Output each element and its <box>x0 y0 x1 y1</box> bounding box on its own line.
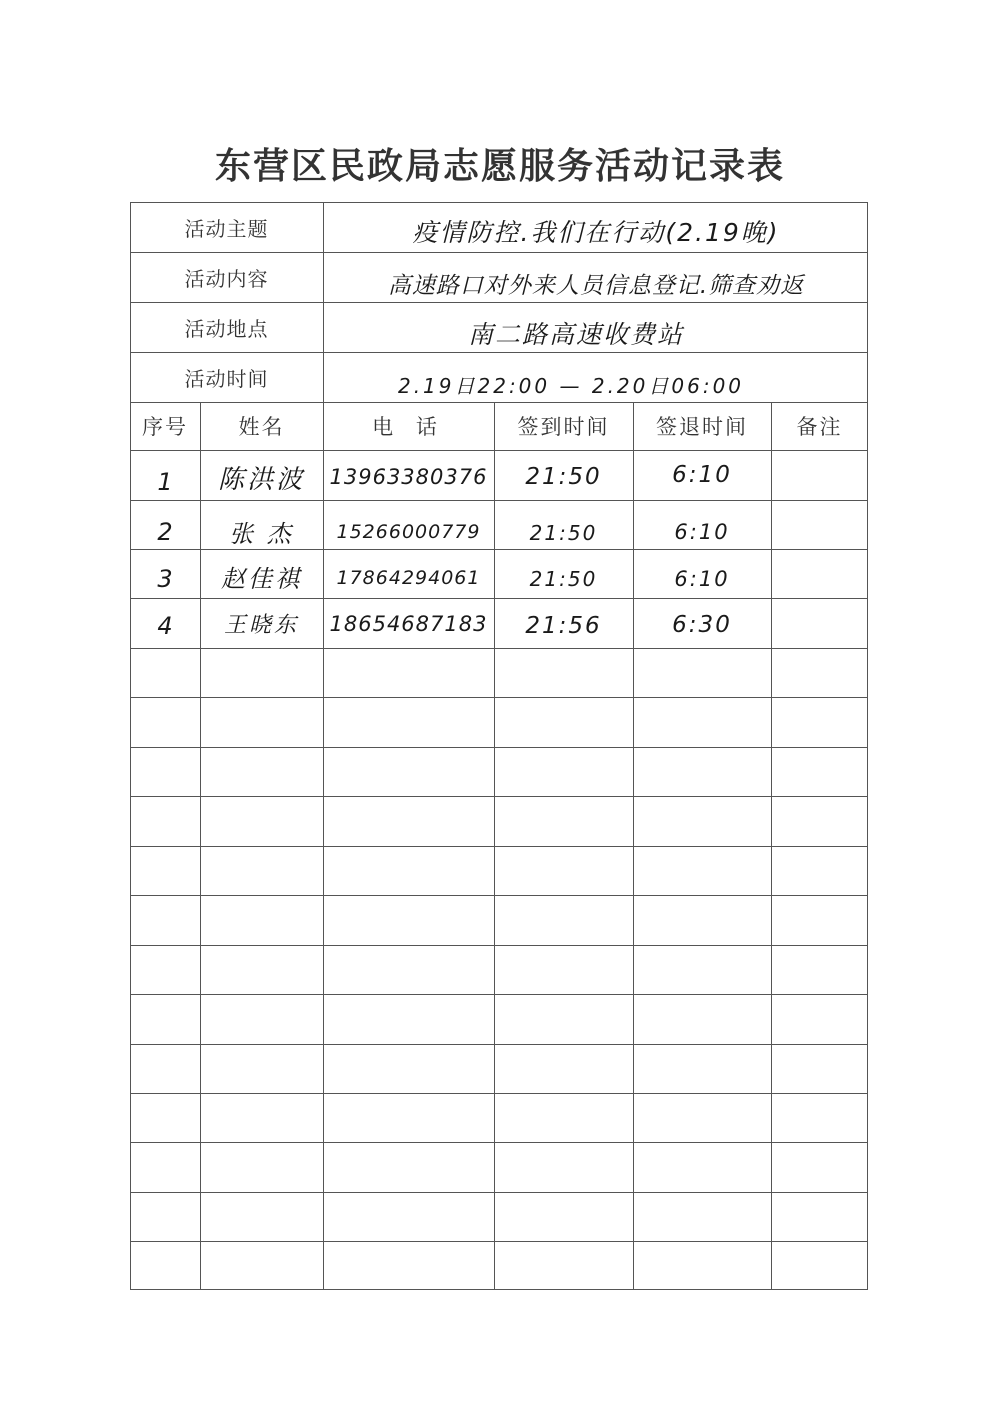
note <box>771 450 868 500</box>
row-divider <box>130 895 868 896</box>
row-divider <box>130 796 868 797</box>
row-divider <box>130 945 868 946</box>
row-divider <box>130 648 868 649</box>
checkin-time: 21:50 <box>529 566 598 591</box>
header-checkout: 签退时间 <box>656 415 748 439</box>
row-number: 4 <box>157 612 173 640</box>
header-no: 序号 <box>142 415 188 439</box>
checkout-time: 6:10 <box>674 566 730 591</box>
row-divider <box>130 1241 868 1242</box>
phone-number: 15266000779 <box>336 520 481 543</box>
checkin-time: 21:56 <box>525 613 602 639</box>
row-number: 3 <box>157 564 173 593</box>
row-number: 1 <box>157 468 173 496</box>
header-phone: 电 话 <box>372 415 445 439</box>
row-number: 2 <box>157 517 173 546</box>
header-name: 姓名 <box>238 415 285 439</box>
row-divider <box>130 1142 868 1143</box>
checkout-time: 6:10 <box>674 519 730 544</box>
note <box>771 598 868 648</box>
content-label: 活动内容 <box>184 266 269 291</box>
theme-value: 疫情防控.我们在行动(2.19晚) <box>412 218 780 247</box>
volunteer-signature: 赵佳祺 <box>221 565 302 593</box>
location-value: 南二路高速收费站 <box>467 320 684 349</box>
location-label: 活动地点 <box>184 316 269 341</box>
time-value: 2.19日22:00 — 2.20日06:00 <box>397 373 745 398</box>
volunteer-signature: 张 杰 <box>229 520 294 548</box>
phone-number: 18654687183 <box>329 612 488 636</box>
row-divider <box>130 697 868 698</box>
volunteer-signature: 王晓东 <box>223 612 299 638</box>
form-title: 东营区民政局志愿服务活动记录表 <box>214 145 785 187</box>
checkin-time: 21:50 <box>525 464 602 490</box>
row-divider <box>130 1192 868 1193</box>
row-divider <box>130 747 868 748</box>
row-divider <box>130 846 868 847</box>
header-checkin: 签到时间 <box>517 415 610 439</box>
checkout-time: 6:10 <box>672 462 732 488</box>
checkout-time: 6:30 <box>672 612 732 638</box>
theme-label: 活动主题 <box>184 216 269 241</box>
row-divider <box>130 1044 868 1045</box>
row-divider <box>130 994 868 995</box>
phone-number: 17864294061 <box>336 566 481 589</box>
checkin-time: 21:50 <box>529 520 598 545</box>
header-note: 备注 <box>796 415 843 439</box>
content-value: 高速路口对外来人员信息登记.筛查劝返 <box>387 272 805 299</box>
volunteer-signature: 陈洪波 <box>217 464 305 495</box>
phone-number: 13963380376 <box>329 465 488 489</box>
row-divider <box>130 1093 868 1094</box>
note <box>771 500 868 549</box>
time-label: 活动时间 <box>184 366 269 391</box>
note <box>771 549 868 598</box>
